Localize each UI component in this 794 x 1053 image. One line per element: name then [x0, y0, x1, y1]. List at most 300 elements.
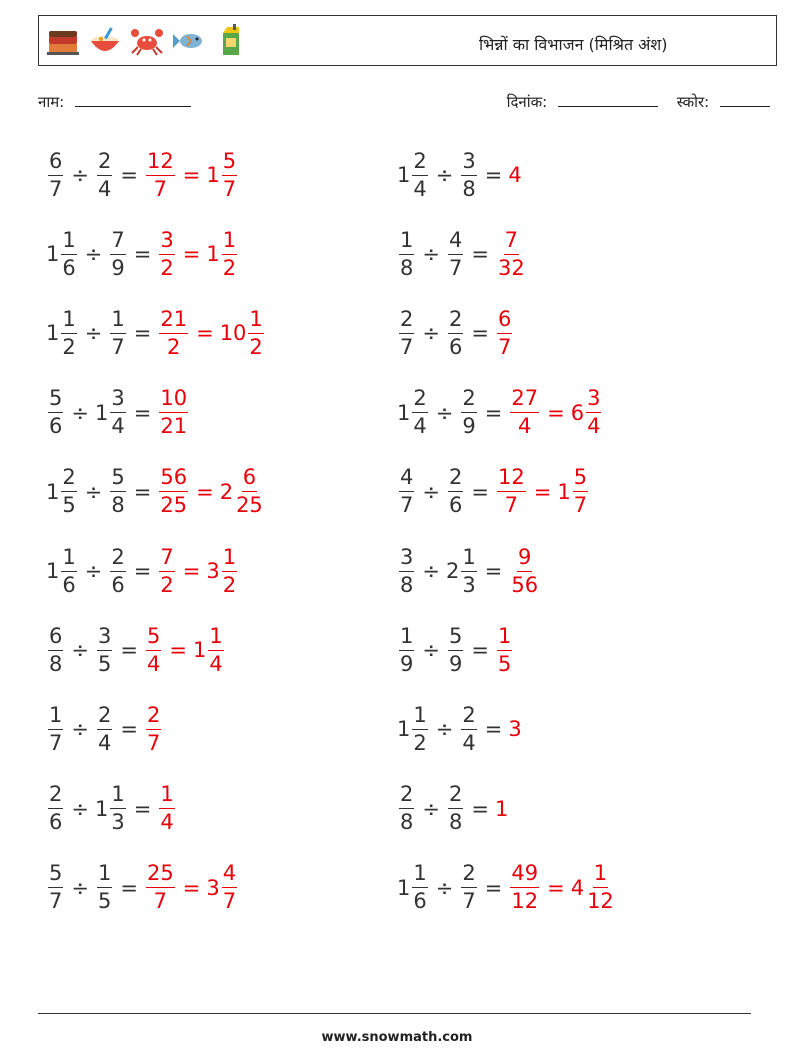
- numerator: 5: [110, 467, 125, 492]
- divide-sign: ÷: [71, 638, 89, 663]
- denominator: 4: [413, 176, 427, 201]
- equals-sign: =: [169, 638, 187, 663]
- whole-number: 6: [570, 400, 585, 425]
- numerator: 7: [504, 230, 519, 255]
- problem-item: [397, 699, 522, 759]
- divide-sign: ÷: [84, 559, 103, 583]
- operand: [108, 544, 127, 597]
- divide-sign: ÷: [71, 796, 89, 821]
- denominator: 8: [400, 255, 414, 280]
- denominator: 4: [111, 414, 125, 439]
- answer-term: [508, 863, 541, 912]
- answer: [495, 467, 590, 516]
- problem-item: [397, 462, 590, 522]
- answer-term: [144, 623, 163, 676]
- answer: [508, 163, 521, 187]
- numerator: 1: [97, 863, 112, 888]
- fraction: [159, 784, 174, 833]
- equals-sign: =: [133, 479, 152, 504]
- numerator: 27: [510, 388, 539, 413]
- denominator: 6: [49, 414, 63, 439]
- answer: [157, 227, 239, 280]
- denominator: 6: [448, 334, 463, 359]
- denominator: 2: [160, 572, 174, 597]
- denominator: 7: [448, 255, 463, 280]
- equals-sign: =: [533, 479, 552, 504]
- denominator: 4: [209, 651, 223, 676]
- operand: [108, 227, 127, 280]
- score-blank[interactable]: [720, 92, 770, 107]
- fraction: [110, 544, 125, 597]
- operand: [445, 544, 479, 597]
- numerator: 56: [159, 467, 188, 492]
- whole-number: 10: [219, 321, 247, 346]
- whole-number: 1: [397, 163, 411, 187]
- fraction: [497, 227, 526, 280]
- operand: [459, 388, 478, 437]
- equals-sign: =: [484, 163, 503, 187]
- numerator: 1: [412, 863, 427, 888]
- fraction: [412, 702, 427, 755]
- answer-term: [219, 306, 266, 359]
- equals-sign: =: [547, 400, 565, 425]
- denominator: 3: [111, 810, 125, 835]
- numerator: 5: [48, 863, 63, 888]
- numerator: 7: [159, 547, 174, 572]
- answer: [144, 863, 239, 912]
- fraction: [208, 623, 223, 676]
- operand: [108, 467, 127, 516]
- fraction: [399, 467, 414, 516]
- equals-sign: =: [120, 163, 138, 187]
- whole-number: 1: [94, 796, 109, 821]
- denominator: 8: [448, 810, 463, 835]
- denominator: 5: [497, 651, 512, 676]
- operand: [95, 784, 128, 833]
- denominator: 5: [62, 493, 76, 518]
- fraction: [573, 467, 588, 516]
- whole-number: 3: [206, 559, 220, 583]
- footer-url: www.snowmath.com: [321, 1030, 473, 1045]
- operand: [95, 623, 114, 676]
- divide-sign: ÷: [422, 559, 440, 583]
- denominator: 3: [462, 572, 476, 597]
- fraction: [448, 227, 463, 280]
- problem-item: [397, 303, 514, 363]
- answer-term: [508, 163, 521, 187]
- operand: [446, 227, 465, 280]
- operand: [397, 388, 430, 437]
- fraction: [497, 623, 512, 676]
- fraction: [110, 467, 125, 516]
- numerator: 7: [110, 230, 125, 255]
- answer: [508, 544, 541, 597]
- equals-sign: =: [196, 321, 214, 346]
- fraction: [97, 623, 112, 676]
- fraction: [510, 388, 539, 437]
- fish-icon: [171, 23, 207, 59]
- denominator: 4: [462, 730, 476, 755]
- numerator: 1: [593, 863, 608, 888]
- whole-number: 1: [494, 796, 509, 821]
- numerator: 1: [208, 626, 223, 651]
- problem-item: [46, 699, 163, 759]
- answer-term: [495, 467, 528, 516]
- denominator: 7: [504, 493, 519, 518]
- answer: [157, 306, 265, 359]
- numerator: 12: [497, 467, 526, 492]
- divide-sign: ÷: [71, 400, 89, 425]
- numerator: 1: [222, 547, 237, 572]
- name-label: नाम:: [38, 93, 65, 111]
- divide-sign: ÷: [435, 717, 454, 742]
- equals-sign: =: [471, 321, 489, 346]
- answer: [508, 717, 521, 741]
- problem-item: [46, 620, 226, 680]
- numerator: 1: [48, 705, 63, 730]
- numerator: 5: [222, 151, 237, 176]
- denominator: 6: [448, 493, 463, 518]
- answer-term: [508, 544, 541, 597]
- name-field: [38, 92, 191, 112]
- fraction: [48, 388, 63, 437]
- operand: [397, 148, 430, 201]
- fraction: [97, 148, 112, 201]
- numerator: 1: [461, 547, 476, 572]
- equals-sign: =: [133, 400, 152, 425]
- problem-item: [397, 620, 514, 680]
- numerator: 2: [61, 467, 76, 492]
- numerator: 2: [448, 467, 463, 492]
- fraction: [399, 623, 414, 676]
- answer-term: [495, 623, 514, 676]
- denominator: 7: [49, 889, 63, 914]
- numerator: 6: [48, 151, 63, 176]
- equals-sign: =: [484, 875, 503, 900]
- denominator: 8: [462, 176, 476, 201]
- denominator: 4: [587, 414, 601, 439]
- answer-term: [495, 306, 514, 359]
- denominator: 7: [153, 176, 168, 201]
- fraction: [399, 544, 414, 597]
- numerator: 2: [412, 388, 427, 413]
- whole-number: 1: [94, 400, 109, 425]
- equals-sign: =: [182, 559, 201, 583]
- operand: [446, 467, 465, 516]
- numerator: 1: [399, 626, 414, 651]
- equals-sign: =: [196, 479, 214, 504]
- operand: [446, 306, 465, 359]
- fraction: [222, 863, 237, 912]
- denominator: 6: [62, 255, 76, 280]
- whole-number: 4: [570, 875, 585, 900]
- answer: [495, 797, 508, 821]
- denominator: 9: [462, 414, 476, 439]
- denominator: 4: [518, 414, 532, 439]
- divide-sign: ÷: [71, 875, 89, 900]
- fraction: [110, 306, 125, 359]
- operand: [397, 784, 416, 833]
- numerator: 1: [497, 626, 512, 651]
- name-blank[interactable]: [75, 92, 191, 107]
- numerator: 1: [399, 230, 414, 255]
- denominator: 7: [49, 176, 63, 201]
- divide-sign: ÷: [435, 400, 454, 425]
- operand: [95, 702, 114, 755]
- fraction: [586, 388, 601, 437]
- denominator: 4: [97, 730, 112, 755]
- denominator: 25: [160, 493, 188, 518]
- numerator: 5: [48, 388, 63, 413]
- numerator: 4: [222, 863, 237, 888]
- equals-sign: =: [120, 638, 138, 663]
- answer-term: [495, 227, 528, 280]
- answer-term: [157, 227, 176, 280]
- fraction: [448, 623, 463, 676]
- fraction: [399, 306, 414, 359]
- numerator: 3: [586, 388, 601, 413]
- fraction: [461, 863, 476, 912]
- fraction: [222, 148, 237, 201]
- operand: [46, 863, 65, 912]
- answer-term: [557, 467, 590, 516]
- footer-divider: [38, 1013, 751, 1014]
- denominator: 5: [97, 889, 112, 914]
- fraction: [110, 388, 125, 437]
- numerator: 1: [61, 230, 76, 255]
- denominator: 25: [236, 493, 263, 518]
- numerator: 5: [448, 626, 463, 651]
- denominator: 7: [153, 889, 168, 914]
- equals-sign: =: [484, 559, 503, 583]
- whole-number: 2: [219, 479, 234, 504]
- operand: [397, 702, 430, 755]
- answer-term: [157, 467, 190, 516]
- fraction: [61, 544, 76, 597]
- numerator: 1: [110, 309, 125, 334]
- answer: [495, 227, 528, 280]
- whole-number: 1: [557, 479, 571, 504]
- denominator: 4: [97, 176, 112, 201]
- whole-number: 1: [206, 242, 220, 267]
- numerator: 6: [242, 467, 257, 492]
- whole-number: 4: [508, 163, 522, 187]
- operand: [397, 467, 416, 516]
- divide-sign: ÷: [84, 321, 103, 346]
- numerator: 4: [399, 467, 414, 492]
- fraction: [461, 388, 476, 437]
- denominator: 6: [111, 572, 125, 597]
- answer: [157, 467, 265, 516]
- denominator: 2: [222, 255, 237, 280]
- answer-term: [157, 784, 176, 833]
- worksheet-title: भिन्नों का विभाजन (मिश्रित अंश): [479, 35, 668, 54]
- denominator: 2: [62, 334, 76, 359]
- operand: [459, 148, 478, 201]
- answer-term: [144, 702, 163, 755]
- denominator: 2: [160, 255, 174, 280]
- fraction: [159, 467, 188, 516]
- divide-sign: ÷: [71, 717, 89, 742]
- fraction: [97, 863, 112, 912]
- fraction: [448, 467, 463, 516]
- operand: [397, 227, 416, 280]
- whole-number: 1: [397, 875, 411, 900]
- equals-sign: =: [133, 559, 152, 583]
- problem-item: [46, 145, 239, 205]
- denominator: 2: [413, 730, 427, 755]
- fraction: [497, 306, 512, 359]
- fraction: [412, 148, 427, 201]
- problem-item: [397, 383, 603, 443]
- denominator: 8: [400, 572, 414, 597]
- fraction: [159, 227, 174, 280]
- numerator: 9: [517, 547, 532, 572]
- score-label: स्कोर:: [676, 93, 710, 111]
- numerator: 3: [159, 230, 174, 255]
- fraction: [159, 544, 174, 597]
- whole-number: 1: [397, 400, 411, 425]
- numerator: 1: [222, 230, 237, 255]
- numerator: 1: [412, 705, 427, 730]
- numerator: 1: [248, 309, 263, 334]
- operand: [46, 388, 65, 437]
- equals-sign: =: [133, 796, 152, 821]
- numerator: 1: [61, 547, 76, 572]
- numerator: 10: [159, 388, 188, 413]
- numerator: 1: [110, 784, 125, 809]
- equals-sign: =: [547, 875, 565, 900]
- fraction: [461, 148, 476, 201]
- operand: [446, 784, 465, 833]
- numerator: 5: [573, 467, 588, 492]
- juice-carton-icon: [213, 23, 249, 59]
- whole-number: 1: [46, 479, 60, 504]
- answer-term: [495, 797, 508, 821]
- fraction: [110, 227, 125, 280]
- answer: [495, 306, 514, 359]
- numerator: 2: [412, 151, 427, 176]
- numerator: 2: [48, 784, 63, 809]
- operand: [459, 702, 478, 755]
- denominator: 12: [511, 889, 539, 914]
- answer-term: [571, 863, 617, 912]
- denominator: 6: [413, 889, 427, 914]
- operand: [397, 306, 416, 359]
- fraction: [448, 784, 463, 833]
- date-blank[interactable]: [558, 92, 658, 107]
- cake-icon: [45, 23, 81, 59]
- whole-number: 1: [46, 559, 60, 583]
- numerator: 1: [61, 309, 76, 334]
- whole-number: 1: [206, 163, 220, 187]
- numerator: 2: [399, 309, 414, 334]
- operand: [46, 544, 79, 597]
- fraction: [248, 306, 263, 359]
- answer: [495, 623, 514, 676]
- equals-sign: =: [182, 875, 201, 900]
- divide-sign: ÷: [435, 875, 454, 900]
- fraction: [61, 467, 76, 516]
- numerator: 2: [97, 705, 112, 730]
- operand: [95, 148, 114, 201]
- equals-sign: =: [120, 717, 138, 742]
- answer-term: [144, 148, 177, 201]
- numerator: 12: [146, 151, 175, 176]
- operand: [397, 544, 416, 597]
- operand: [46, 784, 65, 833]
- problem-item: [397, 145, 522, 205]
- operand: [46, 148, 65, 201]
- denominator: 7: [573, 493, 588, 518]
- fraction: [222, 544, 237, 597]
- fraction: [399, 784, 414, 833]
- problem-item: [46, 541, 239, 601]
- fraction: [61, 306, 76, 359]
- problem-item: [397, 224, 528, 284]
- equals-sign: =: [182, 242, 201, 267]
- numerator: 2: [146, 705, 161, 730]
- rice-bowl-icon: [87, 23, 123, 59]
- divide-sign: ÷: [422, 796, 440, 821]
- equals-sign: =: [484, 400, 503, 425]
- denominator: 9: [400, 651, 414, 676]
- answer-term: [157, 306, 190, 359]
- fraction: [586, 863, 615, 912]
- denominator: 7: [222, 176, 237, 201]
- equals-sign: =: [182, 163, 201, 187]
- numerator: 21: [159, 309, 188, 334]
- answer: [144, 702, 163, 755]
- header-icons: [45, 23, 249, 59]
- answer: [508, 863, 616, 912]
- operand: [46, 702, 65, 755]
- equals-sign: =: [471, 796, 489, 821]
- answer: [157, 784, 176, 833]
- answer-term: [192, 623, 226, 676]
- denominator: 21: [160, 414, 188, 439]
- numerator: 4: [448, 230, 463, 255]
- divide-sign: ÷: [422, 479, 440, 504]
- denominator: 8: [49, 651, 63, 676]
- answer-term: [206, 227, 239, 280]
- numerator: 2: [461, 863, 476, 888]
- numerator: 3: [461, 151, 476, 176]
- denominator: 32: [497, 255, 525, 280]
- answer-term: [144, 863, 177, 912]
- denominator: 9: [448, 651, 463, 676]
- answer: [157, 388, 190, 437]
- equals-sign: =: [471, 638, 489, 663]
- denominator: 12: [587, 889, 614, 914]
- answer: [157, 544, 239, 597]
- denominator: 7: [400, 493, 414, 518]
- denominator: 6: [49, 810, 63, 835]
- numerator: 3: [110, 388, 125, 413]
- divide-sign: ÷: [84, 479, 103, 504]
- problem-item: [46, 383, 190, 443]
- denominator: 7: [49, 730, 63, 755]
- denominator: 7: [222, 889, 237, 914]
- denominator: 4: [413, 414, 427, 439]
- divide-sign: ÷: [435, 163, 454, 187]
- operand: [397, 623, 416, 676]
- numerator: 2: [448, 309, 463, 334]
- answer: [508, 388, 603, 437]
- fraction: [48, 863, 63, 912]
- equals-sign: =: [120, 875, 138, 900]
- answer-term: [220, 467, 266, 516]
